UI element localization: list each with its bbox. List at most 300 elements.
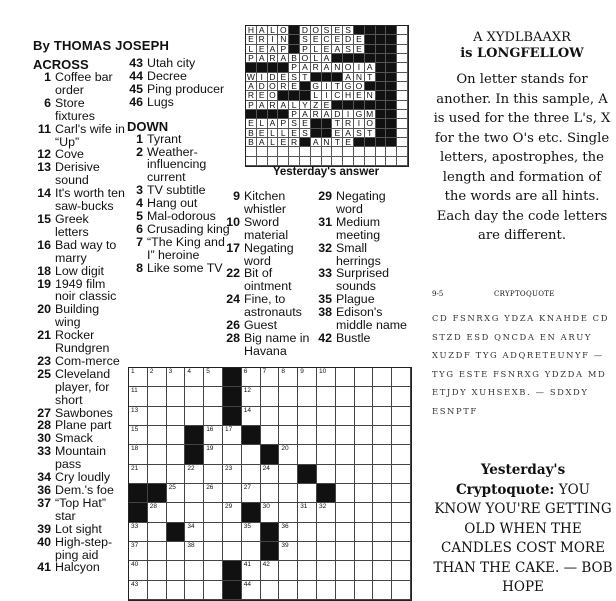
answer-cell: A bbox=[332, 45, 343, 54]
answer-cell: A bbox=[322, 54, 333, 63]
crossword-cell[interactable] bbox=[392, 581, 411, 600]
clue-number: 1 bbox=[44, 70, 51, 84]
crossword-cell[interactable] bbox=[317, 445, 336, 464]
black-square bbox=[317, 484, 336, 503]
clue-text: Smack bbox=[55, 431, 93, 446]
crossword-cell[interactable] bbox=[242, 484, 261, 503]
cell-number: 24 bbox=[262, 464, 270, 472]
crossword-cell[interactable] bbox=[298, 581, 317, 600]
crossword-cell[interactable] bbox=[392, 523, 411, 542]
answer-cell: N bbox=[365, 91, 376, 100]
clue-number: 9 bbox=[233, 189, 240, 203]
crossword-cell[interactable] bbox=[373, 426, 392, 445]
clue-text: Lugs bbox=[147, 94, 174, 109]
crossword-cell[interactable] bbox=[204, 445, 223, 464]
crossword-cell[interactable] bbox=[148, 503, 167, 522]
crossword-cell[interactable] bbox=[336, 426, 355, 445]
across-clue bbox=[33, 97, 125, 123]
crossword-cell[interactable] bbox=[204, 368, 223, 387]
answer-cell: A bbox=[268, 45, 279, 54]
clue-text: Mal-odorous bbox=[147, 209, 216, 224]
cell-number: 38 bbox=[187, 542, 195, 549]
answer-cell: I bbox=[354, 63, 365, 72]
crossword-cell[interactable] bbox=[261, 426, 280, 445]
clue-number: 28 bbox=[37, 418, 51, 433]
answer-cell bbox=[246, 63, 257, 72]
clue-text: Crusading king bbox=[147, 221, 230, 236]
crossword-cell[interactable] bbox=[279, 523, 298, 542]
answer-cell: N bbox=[354, 73, 365, 82]
cell-number: 39 bbox=[281, 542, 289, 549]
crossword-cell[interactable] bbox=[261, 503, 280, 522]
crossword-cell[interactable] bbox=[336, 581, 355, 600]
answer-cell bbox=[311, 129, 322, 138]
crossword-cell[interactable] bbox=[167, 561, 186, 580]
answer-cell: L bbox=[289, 101, 300, 110]
crossword-cell[interactable] bbox=[355, 387, 374, 406]
crossword-cell[interactable] bbox=[223, 426, 242, 445]
crossword-cell[interactable] bbox=[242, 445, 261, 464]
clue-number: 42 bbox=[318, 330, 332, 345]
crossword-cell[interactable] bbox=[204, 426, 223, 445]
answer-cell: A bbox=[343, 129, 354, 138]
clue-number: 29 bbox=[318, 189, 332, 203]
answer-cell: P bbox=[246, 54, 257, 63]
cell-number: 32 bbox=[318, 503, 327, 511]
crossword-cell[interactable] bbox=[242, 407, 261, 426]
answer-cell: T bbox=[365, 129, 376, 138]
crossword-cell[interactable] bbox=[242, 465, 261, 484]
crossword-cell[interactable] bbox=[279, 368, 298, 387]
crossword-cell[interactable] bbox=[336, 542, 355, 561]
crossword-cell[interactable] bbox=[167, 503, 186, 522]
answer-cell: I bbox=[268, 35, 279, 44]
crossword-cell[interactable] bbox=[148, 523, 167, 542]
answer-cell bbox=[332, 157, 343, 166]
crossword-cell[interactable] bbox=[355, 445, 374, 464]
cell-number: 36 bbox=[281, 522, 289, 530]
answer-cell: S bbox=[300, 129, 311, 138]
answer-cell bbox=[386, 45, 397, 54]
crossword-cell[interactable] bbox=[204, 484, 223, 503]
answer-cell bbox=[397, 157, 408, 166]
crossword-cell[interactable] bbox=[298, 503, 317, 522]
crossword-cell[interactable] bbox=[223, 445, 242, 464]
answer-cell: E bbox=[300, 119, 311, 128]
crossword-cell[interactable] bbox=[167, 581, 186, 600]
crossword-cell[interactable] bbox=[148, 561, 167, 580]
answer-cell bbox=[278, 91, 289, 100]
answer-cell: W bbox=[246, 72, 255, 82]
crossword-cell[interactable] bbox=[392, 445, 411, 464]
answer-cell: P bbox=[289, 63, 300, 72]
answer-cell bbox=[354, 157, 365, 166]
crossword-cell[interactable] bbox=[129, 387, 148, 406]
crossword-cell[interactable] bbox=[317, 542, 336, 561]
crossword-cell[interactable] bbox=[336, 561, 355, 580]
crossword-cell[interactable] bbox=[392, 503, 411, 522]
crossword-cell[interactable] bbox=[148, 426, 167, 445]
clue-text: Guest bbox=[244, 318, 278, 333]
crossword-cell[interactable] bbox=[204, 581, 223, 600]
crossword-grid[interactable] bbox=[128, 367, 412, 601]
crossword-cell[interactable] bbox=[148, 465, 167, 484]
crossword-cell[interactable] bbox=[129, 523, 148, 542]
crossword-cell[interactable] bbox=[373, 581, 392, 600]
answer-cell: A bbox=[365, 63, 376, 72]
crossword-cell[interactable] bbox=[355, 484, 374, 503]
cell-number: 25 bbox=[168, 484, 176, 491]
crossword-cell[interactable] bbox=[317, 503, 336, 522]
answer-cell bbox=[268, 110, 279, 119]
crossword-cell[interactable] bbox=[167, 387, 186, 406]
answer-cell: G bbox=[311, 82, 322, 91]
clue-text: Rocker Rundgren bbox=[55, 328, 110, 356]
crossword-cell[interactable] bbox=[392, 368, 411, 387]
crossword-cell[interactable] bbox=[392, 465, 411, 484]
crossword-cell[interactable] bbox=[298, 484, 317, 503]
crossword-cell[interactable] bbox=[129, 465, 148, 484]
crossword-cell[interactable] bbox=[298, 368, 317, 387]
crossword-cell[interactable] bbox=[129, 368, 148, 387]
crossword-cell[interactable] bbox=[185, 387, 204, 406]
down-clue bbox=[127, 236, 232, 262]
crossword-cell[interactable] bbox=[261, 561, 280, 580]
crossword-cell[interactable] bbox=[373, 484, 392, 503]
answer-cell: Y bbox=[300, 101, 311, 110]
answer-cell bbox=[376, 157, 387, 166]
crossword-cell[interactable] bbox=[129, 561, 148, 580]
answer-cell: R bbox=[311, 110, 322, 119]
cell-number: 14 bbox=[243, 406, 252, 414]
answer-cell bbox=[289, 147, 300, 156]
crossword-cell[interactable] bbox=[242, 581, 261, 600]
answer-cell: T bbox=[332, 119, 343, 128]
answer-cell bbox=[300, 138, 311, 147]
answer-cell: R bbox=[257, 35, 268, 44]
answer-cell bbox=[354, 26, 365, 35]
crossword-cell[interactable] bbox=[148, 407, 167, 426]
cell-number: 44 bbox=[243, 580, 252, 588]
crossword-cell[interactable] bbox=[223, 523, 242, 542]
crossword-cell[interactable] bbox=[204, 503, 223, 522]
across-clue bbox=[33, 187, 125, 213]
crossword-cell[interactable] bbox=[167, 368, 186, 387]
crossword-cell[interactable] bbox=[185, 523, 204, 542]
crossword-cell[interactable] bbox=[204, 465, 223, 484]
crossword-cell[interactable] bbox=[336, 387, 355, 406]
crossword-cell[interactable] bbox=[317, 465, 336, 484]
answer-cell: R bbox=[268, 54, 279, 63]
crossword-cell[interactable] bbox=[129, 426, 148, 445]
crossword-cell[interactable] bbox=[355, 465, 374, 484]
answer-cell bbox=[257, 157, 268, 166]
crossword-cell[interactable] bbox=[185, 542, 204, 561]
crossword-cell[interactable] bbox=[355, 368, 374, 387]
answer-cell bbox=[257, 63, 268, 72]
cell-number: 15 bbox=[131, 426, 139, 433]
crossword-cell[interactable] bbox=[355, 426, 374, 445]
crossword-cell[interactable] bbox=[373, 445, 392, 464]
down-clue bbox=[316, 332, 411, 345]
crossword-cell[interactable] bbox=[204, 561, 223, 580]
answer-cell: N bbox=[278, 35, 289, 44]
down-clue bbox=[224, 216, 316, 242]
crossword-cell[interactable] bbox=[242, 561, 261, 580]
crossword-cell[interactable] bbox=[223, 503, 242, 522]
crossword-cell[interactable] bbox=[392, 484, 411, 503]
crossword-cell[interactable] bbox=[129, 445, 148, 464]
answer-cell bbox=[386, 157, 397, 166]
answer-cell bbox=[289, 35, 300, 44]
crossword-cell[interactable] bbox=[185, 484, 204, 503]
crossword-cell[interactable] bbox=[242, 387, 261, 406]
clue-number: 38 bbox=[318, 305, 332, 320]
crossword-cell[interactable] bbox=[336, 465, 355, 484]
clue-number: 30 bbox=[37, 431, 51, 446]
answer-cell: T bbox=[300, 73, 311, 82]
crossword-cell[interactable] bbox=[242, 368, 261, 387]
crossword-cell[interactable] bbox=[185, 503, 204, 522]
crossword-cell[interactable] bbox=[185, 407, 204, 426]
crossword-cell[interactable] bbox=[185, 465, 204, 484]
crossword-cell[interactable] bbox=[148, 368, 167, 387]
answer-cell: I bbox=[322, 91, 333, 100]
crossword-cell[interactable] bbox=[129, 542, 148, 561]
clue-text: Negating word bbox=[336, 189, 386, 216]
clue-number: 8 bbox=[136, 260, 143, 275]
crossword-cell[interactable] bbox=[373, 387, 392, 406]
crossword-cell[interactable] bbox=[279, 542, 298, 561]
crossword-cell[interactable] bbox=[336, 368, 355, 387]
crossword-cell[interactable] bbox=[148, 445, 167, 464]
crossword-cell[interactable] bbox=[373, 523, 392, 542]
answer-cell: O bbox=[268, 91, 279, 100]
crossword-cell[interactable] bbox=[167, 445, 186, 464]
crossword-cell[interactable] bbox=[317, 523, 336, 542]
answer-cell: L bbox=[268, 129, 279, 138]
clue-number: 25 bbox=[37, 366, 51, 381]
crossword-cell[interactable] bbox=[336, 407, 355, 426]
crossword-cell[interactable] bbox=[336, 445, 355, 464]
answer-cell: E bbox=[278, 138, 289, 147]
crossword-cell[interactable] bbox=[317, 561, 336, 580]
crossword-cell[interactable] bbox=[317, 368, 336, 387]
clue-number: 5 bbox=[136, 209, 143, 224]
crossword-cell[interactable] bbox=[185, 581, 204, 600]
clue-text: Like some TV bbox=[147, 260, 223, 275]
crossword-cell[interactable] bbox=[279, 484, 298, 503]
crossword-cell[interactable] bbox=[129, 407, 148, 426]
answer-cell: I bbox=[322, 82, 333, 91]
down-clue bbox=[316, 190, 411, 216]
crossword-cell[interactable] bbox=[223, 484, 242, 503]
crossword-cell[interactable] bbox=[355, 561, 374, 580]
crossword-cell[interactable] bbox=[223, 542, 242, 561]
crossword-cell[interactable] bbox=[279, 503, 298, 522]
crossword-cell[interactable] bbox=[373, 542, 392, 561]
crossword-cell[interactable] bbox=[317, 581, 336, 600]
crossword-cell[interactable] bbox=[204, 523, 223, 542]
clue-number: 18 bbox=[37, 263, 51, 278]
crossword-cell[interactable] bbox=[373, 561, 392, 580]
crossword-cell[interactable] bbox=[167, 426, 186, 445]
across-clue bbox=[33, 445, 125, 471]
crossword-cell[interactable] bbox=[279, 561, 298, 580]
crossword-cell[interactable] bbox=[279, 465, 298, 484]
crossword-cell[interactable] bbox=[298, 426, 317, 445]
crossword-cell[interactable] bbox=[355, 581, 374, 600]
crossword-cell[interactable] bbox=[261, 407, 280, 426]
answer-cell: E bbox=[289, 82, 300, 91]
black-square bbox=[167, 523, 186, 542]
crossword-cell[interactable] bbox=[167, 407, 186, 426]
crossword-cell[interactable] bbox=[336, 484, 355, 503]
answer-cell bbox=[289, 45, 300, 54]
clue-number: 41 bbox=[37, 560, 51, 575]
answer-cell: M bbox=[365, 110, 376, 119]
clue-text: 1949 film noir classic bbox=[55, 276, 117, 304]
black-square bbox=[298, 465, 317, 484]
down-clue bbox=[224, 267, 316, 293]
answer-cell: A bbox=[257, 26, 268, 35]
answer-cell: L bbox=[311, 45, 322, 54]
answer-cell: A bbox=[246, 82, 257, 91]
answer-cell: P bbox=[278, 45, 289, 54]
crossword-cell[interactable] bbox=[298, 445, 317, 464]
crossword-cell[interactable] bbox=[242, 542, 261, 561]
crossword-cell[interactable] bbox=[148, 387, 167, 406]
crossword-cell[interactable] bbox=[317, 426, 336, 445]
answer-cell: B bbox=[246, 138, 257, 147]
answer-cell bbox=[365, 26, 376, 35]
cell-number: 21 bbox=[131, 464, 139, 472]
crossword-cell[interactable] bbox=[317, 407, 336, 426]
clue-number: 39 bbox=[37, 521, 51, 536]
answer-cell bbox=[386, 91, 397, 100]
crossword-cell[interactable] bbox=[392, 561, 411, 580]
crossword-cell[interactable] bbox=[392, 426, 411, 445]
crossword-cell[interactable] bbox=[261, 387, 280, 406]
answer-cell: G bbox=[354, 110, 365, 119]
crossword-cell[interactable] bbox=[373, 465, 392, 484]
clue-text: Plane part bbox=[55, 418, 112, 433]
crossword-cell[interactable] bbox=[373, 368, 392, 387]
crossword-cell[interactable] bbox=[355, 503, 374, 522]
clue-text: “Top Hat” star bbox=[55, 495, 106, 523]
answer-cell bbox=[365, 138, 376, 147]
crossword-cell[interactable] bbox=[355, 523, 374, 542]
crossword-cell[interactable] bbox=[185, 368, 204, 387]
cell-number: 12 bbox=[243, 387, 252, 395]
clue-text: Medium meeting bbox=[336, 214, 381, 242]
clue-text: Edison's middle name bbox=[336, 305, 407, 333]
answer-cell: L bbox=[268, 138, 279, 147]
crossword-cell[interactable] bbox=[242, 523, 261, 542]
across-clue bbox=[33, 123, 125, 149]
cell-number: 41 bbox=[243, 561, 252, 569]
crossword-cell[interactable] bbox=[279, 426, 298, 445]
crossword-cell[interactable] bbox=[279, 581, 298, 600]
answer-cell: R bbox=[278, 82, 289, 91]
clue-number: 46 bbox=[129, 94, 143, 109]
crossword-cell[interactable] bbox=[298, 407, 317, 426]
crossword-cell[interactable] bbox=[336, 503, 355, 522]
clue-number: 21 bbox=[37, 328, 51, 343]
crossword-cell[interactable] bbox=[373, 503, 392, 522]
down-header: DOWN bbox=[127, 118, 169, 134]
answer-cell bbox=[354, 147, 365, 156]
crossword-cell[interactable] bbox=[298, 523, 317, 542]
crossword-cell[interactable] bbox=[298, 561, 317, 580]
crossword-cell[interactable] bbox=[317, 387, 336, 406]
crossword-cell[interactable] bbox=[167, 542, 186, 561]
crossword-cell[interactable] bbox=[392, 542, 411, 561]
answer-cell: L bbox=[257, 119, 268, 128]
crossword-cell[interactable] bbox=[373, 407, 392, 426]
crossword-cell[interactable] bbox=[167, 484, 186, 503]
clue-number: 6 bbox=[44, 95, 51, 110]
crossword-cell[interactable] bbox=[261, 368, 280, 387]
clue-number: 24 bbox=[226, 292, 240, 307]
answer-cell bbox=[397, 63, 408, 72]
crossword-cell[interactable] bbox=[298, 542, 317, 561]
crossword-cell[interactable] bbox=[336, 523, 355, 542]
answer-cell bbox=[365, 82, 376, 91]
crossword-cell[interactable] bbox=[392, 387, 411, 406]
crossword-cell[interactable] bbox=[204, 387, 223, 406]
answer-cell bbox=[376, 82, 387, 91]
crossword-cell[interactable] bbox=[204, 542, 223, 561]
clue-text: Mountain pass bbox=[55, 444, 106, 472]
crossword-cell[interactable] bbox=[148, 542, 167, 561]
clue-text: Decree bbox=[147, 68, 187, 83]
answer-cell: A bbox=[322, 110, 333, 119]
crossword-cell[interactable] bbox=[167, 465, 186, 484]
crossword-cell[interactable] bbox=[223, 465, 242, 484]
crossword-cell[interactable] bbox=[129, 581, 148, 600]
answer-cell: A bbox=[278, 101, 289, 110]
answer-cell bbox=[332, 101, 343, 110]
clue-text: Cry loudly bbox=[55, 470, 111, 485]
crossword-cell[interactable] bbox=[298, 387, 317, 406]
clue-text: Cleveland player, for short bbox=[55, 366, 111, 407]
cell-number: 31 bbox=[300, 503, 308, 511]
crossword-cell[interactable] bbox=[355, 542, 374, 561]
answer-cell bbox=[386, 101, 397, 110]
crossword-cell[interactable] bbox=[204, 407, 223, 426]
crossword-cell[interactable] bbox=[279, 407, 298, 426]
clue-number: 3 bbox=[136, 183, 143, 198]
answer-cell: S bbox=[322, 26, 333, 35]
crossword-cell[interactable] bbox=[392, 407, 411, 426]
clue-text: Derisive sound bbox=[55, 160, 100, 188]
crossword-cell[interactable] bbox=[279, 387, 298, 406]
crossword-cell[interactable] bbox=[261, 581, 280, 600]
clue-text: TV subtitle bbox=[147, 183, 206, 198]
crossword-cell[interactable] bbox=[261, 465, 280, 484]
down-clue bbox=[316, 216, 411, 242]
crossword-cell[interactable] bbox=[261, 484, 280, 503]
crossword-cell[interactable] bbox=[148, 581, 167, 600]
crossword-cell[interactable] bbox=[279, 445, 298, 464]
clue-number: 11 bbox=[37, 121, 51, 136]
crossword-cell[interactable] bbox=[355, 407, 374, 426]
answer-cell bbox=[354, 101, 365, 110]
crossword-cell[interactable] bbox=[185, 561, 204, 580]
answer-cell bbox=[397, 138, 408, 147]
cryptoquote-label: CRYPTOQUOTE bbox=[494, 290, 555, 298]
